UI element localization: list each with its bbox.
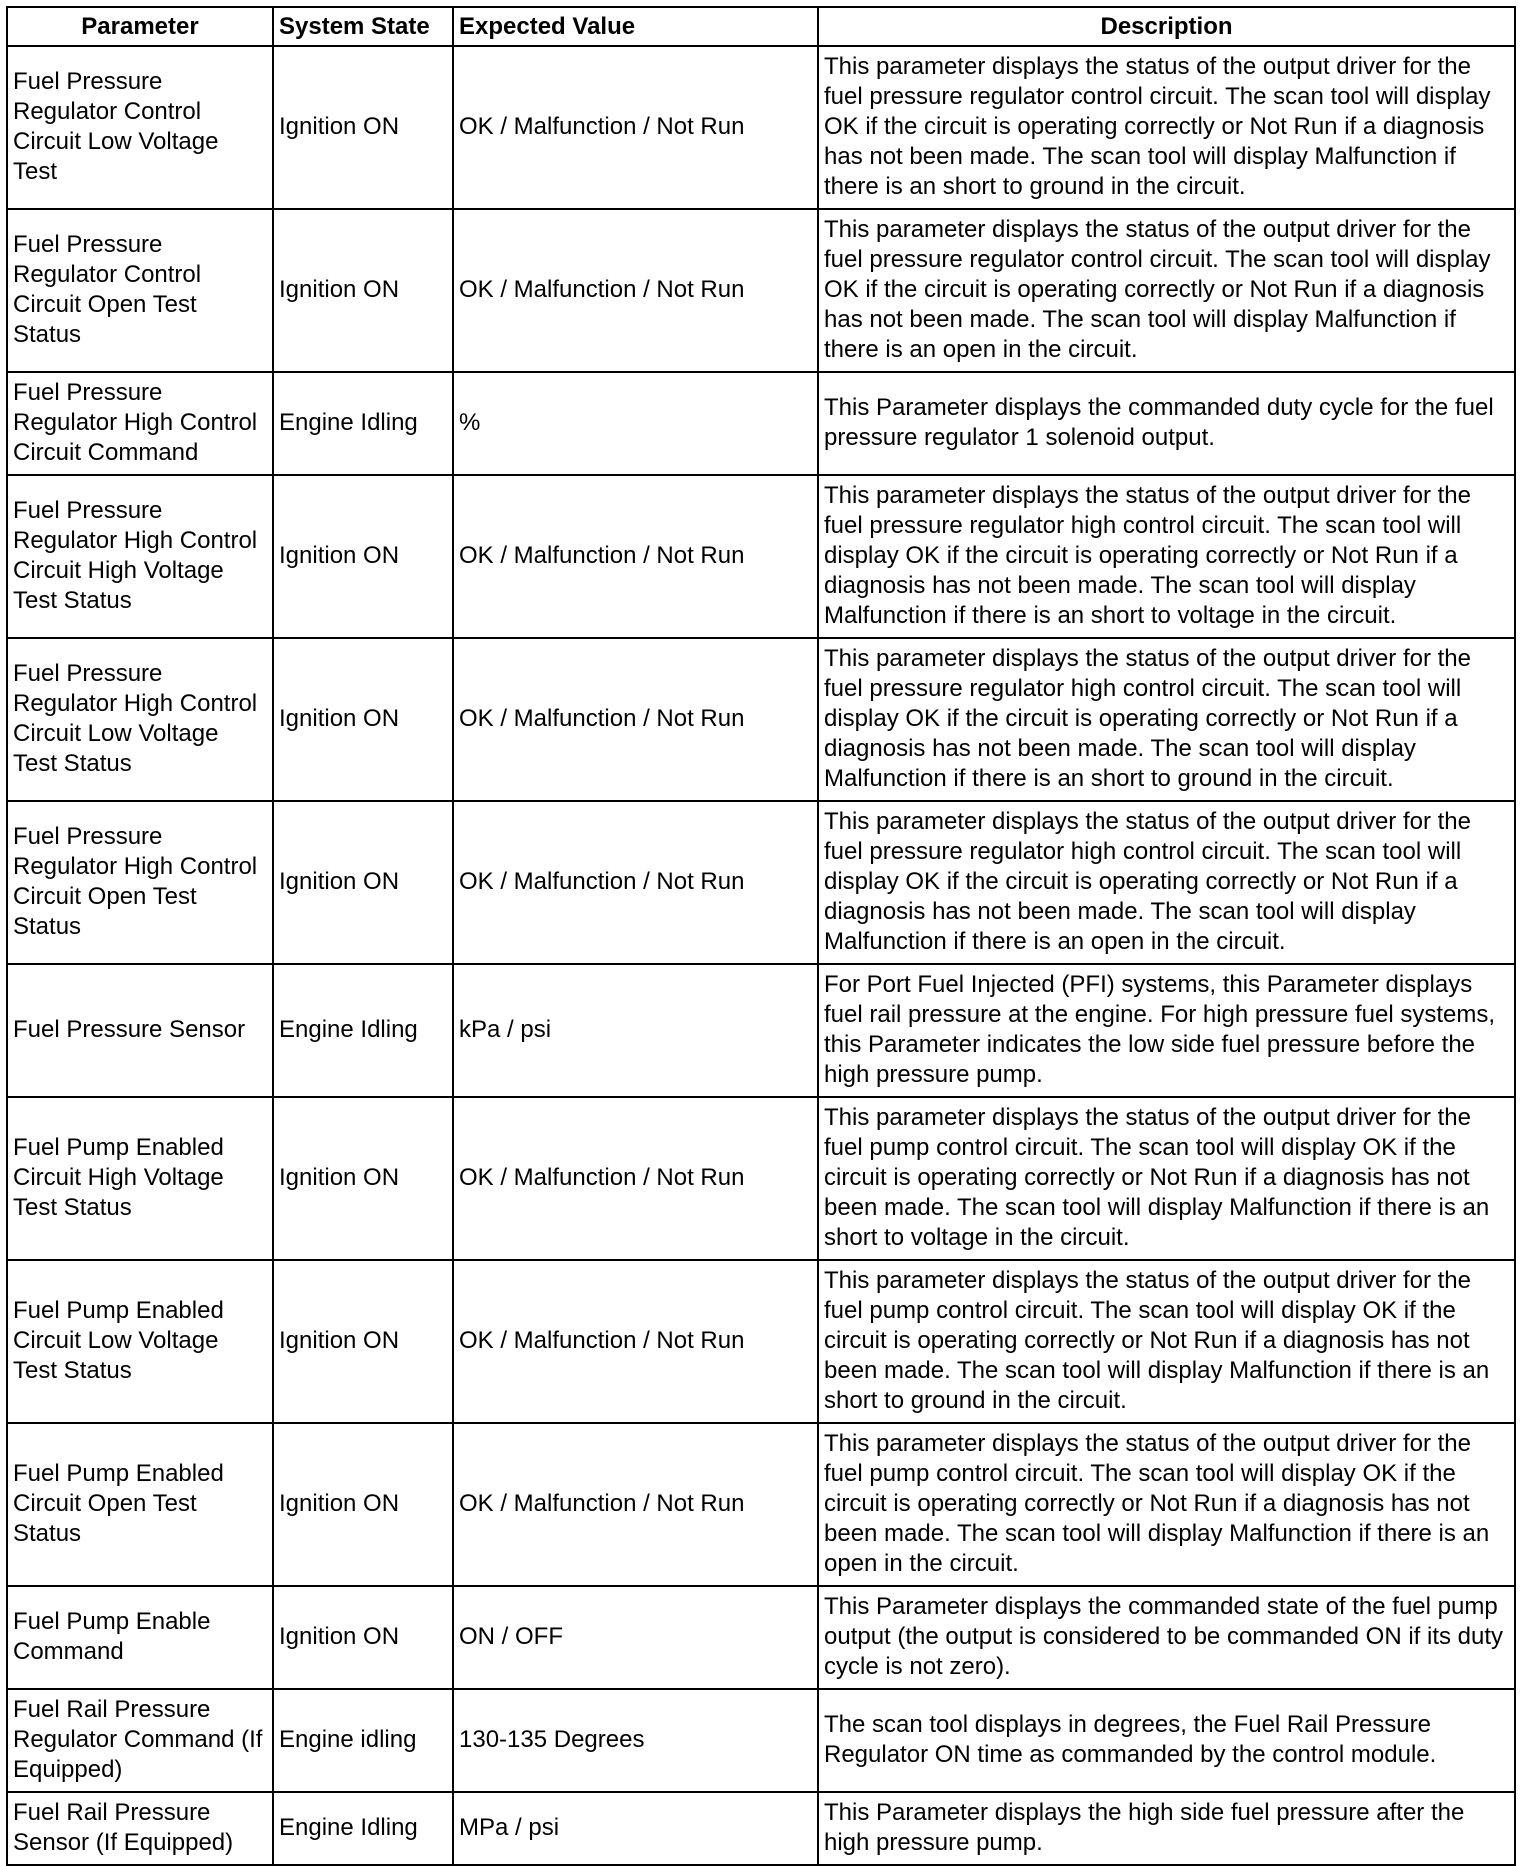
expected-value-cell: OK / Malfunction / Not Run <box>453 475 818 638</box>
header-row <box>7 7 1515 46</box>
parameter-cell: Fuel Rail Pressure Regulator Command (If Equipped) <box>7 1689 273 1792</box>
system-state-cell: Ignition ON <box>273 1423 453 1586</box>
table-row <box>7 1097 1515 1260</box>
description-cell: This parameter displays the status of the output driver for the fuel pressure regulator control circuit. The scan tool will display OK if the circuit is operating correctly or Not Run if a diagnosis has not been made. The scan tool will display Malfunction if there is an short to ground in the circuit. <box>818 46 1515 209</box>
parameter-cell: Fuel Rail Pressure Sensor (If Equipped) <box>7 1792 273 1865</box>
description-cell: The scan tool displays in degrees, the Fuel Rail Pressure Regulator ON time as commanded by the control module. <box>818 1689 1515 1792</box>
expected-value-cell: 130-135 Degrees <box>453 1689 818 1792</box>
description-cell: This parameter displays the status of the output driver for the fuel pressure regulator control circuit. The scan tool will display OK if the circuit is operating correctly or Not Run if a diagnosis has not been made. The scan tool will display Malfunction if there is an open in the circuit. <box>818 209 1515 372</box>
header-expected-value: Expected Value <box>453 7 818 46</box>
parameter-cell: Fuel Pump Enable Command <box>7 1586 273 1689</box>
header-description: Description <box>818 7 1515 46</box>
description-cell: This parameter displays the status of the output driver for the fuel pressure regulator high control circuit. The scan tool will display OK if the circuit is operating correctly or Not Run if a diagnosis has not been made. The scan tool will display Malfunction if there is an open in the circuit. <box>818 801 1515 964</box>
system-state-cell: Engine Idling <box>273 964 453 1097</box>
parameter-cell: Fuel Pump Enabled Circuit Open Test Status <box>7 1423 273 1586</box>
system-state-cell: Engine idling <box>273 1689 453 1792</box>
description-cell: This parameter displays the status of the output driver for the fuel pressure regulator high control circuit. The scan tool will display OK if the circuit is operating correctly or Not Run if a diagnosis has not been made. The scan tool will display Malfunction if there is an short to ground in the circuit. <box>818 638 1515 801</box>
parameter-cell: Fuel Pump Enabled Circuit Low Voltage Test Status <box>7 1260 273 1423</box>
table-row <box>7 638 1515 801</box>
header-system-state: System State <box>273 7 453 46</box>
header-parameter: Parameter <box>7 7 273 46</box>
expected-value-cell: ON / OFF <box>453 1586 818 1689</box>
table-row <box>7 1423 1515 1586</box>
expected-value-cell: OK / Malfunction / Not Run <box>453 209 818 372</box>
expected-value-cell: OK / Malfunction / Not Run <box>453 638 818 801</box>
description-cell: This Parameter displays the commanded state of the fuel pump output (the output is considered to be commanded ON if its duty cycle is not zero). <box>818 1586 1515 1689</box>
table-row <box>7 209 1515 372</box>
expected-value-cell: OK / Malfunction / Not Run <box>453 1097 818 1260</box>
system-state-cell: Ignition ON <box>273 209 453 372</box>
system-state-cell: Engine Idling <box>273 1792 453 1865</box>
system-state-cell: Ignition ON <box>273 1097 453 1260</box>
parameter-cell: Fuel Pressure Regulator Control Circuit Open Test Status <box>7 209 273 372</box>
system-state-cell: Ignition ON <box>273 46 453 209</box>
system-state-cell: Ignition ON <box>273 1586 453 1689</box>
table-row <box>7 1260 1515 1423</box>
table-row <box>7 1792 1515 1865</box>
parameter-cell: Fuel Pressure Regulator Control Circuit Low Voltage Test <box>7 46 273 209</box>
expected-value-cell: % <box>453 372 818 475</box>
description-cell: This parameter displays the status of the output driver for the fuel pump control circuit. The scan tool will display OK if the circuit is operating correctly or Not Run if a diagnosis has not been made. The scan tool will display Malfunction if there is an short to ground in the circuit. <box>818 1260 1515 1423</box>
table-row <box>7 1586 1515 1689</box>
expected-value-cell: OK / Malfunction / Not Run <box>453 46 818 209</box>
expected-value-cell: OK / Malfunction / Not Run <box>453 1260 818 1423</box>
expected-value-cell: OK / Malfunction / Not Run <box>453 801 818 964</box>
system-state-cell: Ignition ON <box>273 475 453 638</box>
system-state-cell: Ignition ON <box>273 1260 453 1423</box>
parameter-cell: Fuel Pressure Regulator High Control Circuit Low Voltage Test Status <box>7 638 273 801</box>
system-state-cell: Ignition ON <box>273 801 453 964</box>
table-row <box>7 801 1515 964</box>
parameter-cell: Fuel Pump Enabled Circuit High Voltage Test Status <box>7 1097 273 1260</box>
expected-value-cell: OK / Malfunction / Not Run <box>453 1423 818 1586</box>
description-cell: This parameter displays the status of the output driver for the fuel pump control circuit. The scan tool will display OK if the circuit is operating correctly or Not Run if a diagnosis has not been made. The scan tool will display Malfunction if there is an open in the circuit. <box>818 1423 1515 1586</box>
description-cell: This Parameter displays the high side fuel pressure after the high pressure pump. <box>818 1792 1515 1865</box>
system-state-cell: Engine Idling <box>273 372 453 475</box>
table-row <box>7 372 1515 475</box>
parameters-table <box>6 6 1516 1866</box>
table-row <box>7 1689 1515 1792</box>
parameter-cell: Fuel Pressure Regulator High Control Circuit Open Test Status <box>7 801 273 964</box>
table-row <box>7 964 1515 1097</box>
description-cell: This parameter displays the status of the output driver for the fuel pressure regulator high control circuit. The scan tool will display OK if the circuit is operating correctly or Not Run if a diagnosis has not been made. The scan tool will display Malfunction if there is an short to voltage in the circuit. <box>818 475 1515 638</box>
parameter-cell: Fuel Pressure Regulator High Control Circuit High Voltage Test Status <box>7 475 273 638</box>
expected-value-cell: MPa / psi <box>453 1792 818 1865</box>
expected-value-cell: kPa / psi <box>453 964 818 1097</box>
description-cell: For Port Fuel Injected (PFI) systems, this Parameter displays fuel rail pressure at the engine. For high pressure fuel systems, this Parameter indicates the low side fuel pressure before the high pressure pump. <box>818 964 1515 1097</box>
table-row <box>7 46 1515 209</box>
description-cell: This Parameter displays the commanded duty cycle for the fuel pressure regulator 1 solenoid output. <box>818 372 1515 475</box>
table-row <box>7 475 1515 638</box>
description-cell: This parameter displays the status of the output driver for the fuel pump control circuit. The scan tool will display OK if the circuit is operating correctly or Not Run if a diagnosis has not been made. The scan tool will display Malfunction if there is an short to voltage in the circuit. <box>818 1097 1515 1260</box>
parameter-cell: Fuel Pressure Regulator High Control Circuit Command <box>7 372 273 475</box>
parameter-cell: Fuel Pressure Sensor <box>7 964 273 1097</box>
system-state-cell: Ignition ON <box>273 638 453 801</box>
